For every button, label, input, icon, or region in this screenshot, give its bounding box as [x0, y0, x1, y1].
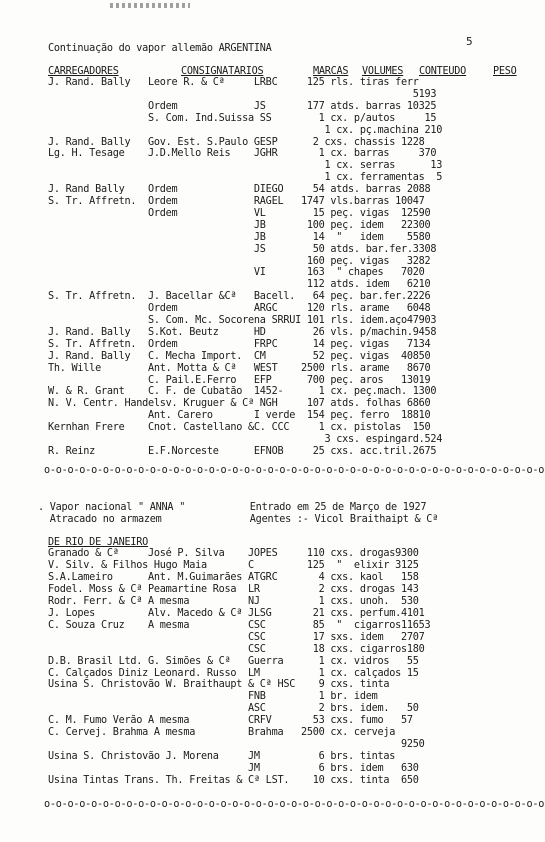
cargo-row: CSC 18 cxs. cigarros180 — [48, 643, 425, 655]
cargo-row: Granado & Cª José P. Silva JOPES 110 cxs. drogas9300 — [48, 548, 419, 559]
cargo-row: J. Lopes Alv. Macedo & Cª JLSG 21 cxs. perfum.4101 — [48, 607, 425, 619]
cargo-row: C. Calçados Diniz Leonard. Russo LM 1 cx. calçados 15 — [48, 667, 419, 679]
cargo-row: Ant. Carero I verde 154 peç. ferro 18810 — [48, 410, 431, 422]
scan-smudge — [110, 3, 190, 8]
cargo-row: Ordem ARGC 120 rls. arame 6048 — [48, 303, 431, 315]
cargo-row: Usina S. Christovão J. Morena JM 6 brs. tintas — [48, 751, 396, 763]
separator-line: o-o-o-o-o-o-o-o-o-o-o-o-o-o-o-o-o-o-o-o-o-o-o-o-o-o-o-o-o-o-o-o-o-o-o-o-o-o-o-o-o-o-o — [44, 465, 545, 476]
cargo-row: Th. Wille Ant. Motta & Cª WEST 2500 rls. arame 8670 — [48, 362, 431, 374]
header-carregadores: CARREGADORES — [48, 66, 119, 77]
cargo-row: C. Pail.E.Ferro EFP 700 peç. aros 13019 — [48, 374, 431, 386]
cargo-row: Ordem VL 15 peç. vigas 12590 — [48, 207, 431, 219]
cargo-row: JB 100 peç. idem 22300 — [48, 219, 431, 231]
cargo-row: S. Tr. Affretn. Ordem RAGEL 1747 vls.barras 10047 — [48, 196, 425, 207]
vessel-agents-line: Atracado no armazem Agentes :- Vicol Braithaipt & Cª — [38, 514, 439, 525]
cargo-row: Usina S. Christovão W. Braithaupt & Cª HSC 9 cxs. tinta — [48, 679, 390, 691]
cargo-row: J. Rand. Bally C. Mecha Import. CM 52 peç. vigas 40850 — [48, 350, 431, 362]
cargo-row: S. Com. Ind.Suissa SS 1 cx. p/autos 15 — [48, 112, 437, 124]
cargo-row: V. Silv. & Filhos Hugo Maia C 125 " elixir 3125 — [48, 559, 419, 571]
cargo-row: 160 peç. vigas 3282 — [48, 255, 431, 267]
cargo-row: Fodel. Moss & Cª Peamartine Rosa LR 2 cxs. drogas 143 — [48, 583, 419, 595]
cargo-row: J. Rand. Bally S.Kot. Beutz HD 26 vls. p/machin.9458 — [48, 326, 437, 338]
header-marcas: MARCAS — [313, 66, 349, 77]
cargo-row: C. M. Fumo Verão A mesma CRFV 53 cxs. fumo 57 — [48, 715, 413, 727]
page-title: Continuação do vapor allemão ARGENTINA — [48, 43, 272, 54]
cargo-row: Ordem JS 177 atds. barras 10325 — [48, 100, 437, 112]
cargo-row: Lg. H. Tesage J.D.Mello Reis JGHR 1 cx. barras 370 — [48, 148, 437, 160]
cargo-row: W. & R. Grant C. F. de Cubatão 1452- 1 cx. peç.mach. 1300 — [48, 386, 437, 398]
cargo-row: Kernhan Frere Cnot. Castellano &C. CCC 1 cx. pistolas 150 — [48, 422, 431, 434]
cargo-row: FNB 1 br. idem — [48, 691, 378, 703]
cargo-row: Usina Tintas Trans. Th. Freitas & Cª LST. 10 cxs. tinta 650 — [48, 775, 419, 787]
header-consignatarios: CONSIGNATARIOS — [181, 66, 264, 77]
cargo-row: J. Rand. Bally Leore R. & Cª LRBC 125 rls. tiras ferr — [48, 77, 419, 88]
cargo-row: J. Rand. Bally Gov. Est. S.Paulo GESP 2 cxs. chassis 1228 — [48, 136, 425, 148]
cargo-row: Rodr. Ferr. & Cª A mesma NJ 1 cxs. unoh. 530 — [48, 595, 419, 607]
cargo-row: S. Tr. Affretn. J. Bacellar &Cª Bacell. 64 peç. bar.fer.2226 — [48, 291, 431, 303]
cargo-row: ASC 2 brs. idem. 50 — [48, 703, 419, 715]
cargo-row: VI 163 " chapes 7020 — [48, 267, 425, 279]
cargo-row: C. Souza Cruz A mesma CSC 85 " cigarros11653 — [48, 619, 431, 631]
header-conteudo: CONTEUDO — [419, 66, 467, 77]
header-peso: PESO — [493, 66, 517, 77]
cargo-row: C. Cervej. Brahma A mesma Brahma 2500 cx. cerveja — [48, 727, 396, 739]
cargo-row: R. Reinz E.F.Norceste EFNOB 25 cxs. acc.tril.2675 — [48, 445, 437, 457]
separator-line-bottom: o-o-o-o-o-o-o-o-o-o-o-o-o-o-o-o-o-o-o-o-o-o-o-o-o-o-o-o-o-o-o-o-o-o-o-o-o-o-o-o-o-o-o — [44, 799, 545, 810]
cargo-row: JB 14 " idem 5580 — [48, 231, 431, 243]
cargo-row: 1 cx. pç.machina 210 — [48, 124, 443, 136]
cargo-row: 1 cx. ferramentas 5 — [48, 172, 443, 184]
port-heading: DE RIO DE JANEIRO — [48, 537, 149, 548]
cargo-row: S.A.Lameiro Ant. M.Guimarães ATGRC 4 cxs. kaol 158 — [48, 571, 419, 583]
vessel-arrival-line: . Vapor nacional " ANNA " Entrado em 25 de Março de 1927 — [38, 502, 427, 513]
cargo-row: N. V. Centr. Handelsv. Kruguer & Cª NGH 107 atds. folhas 6860 — [48, 398, 431, 410]
cargo-row: 3 cxs. espingard.524 — [48, 434, 443, 445]
header-volumes: VOLUMES — [362, 66, 404, 77]
cargo-row: JM 6 brs. idem 630 — [48, 763, 419, 775]
cargo-row: 112 atds. idem 6210 — [48, 279, 431, 291]
page-number: 5 — [466, 35, 473, 48]
cargo-row: 1 cx. serras 13 — [48, 160, 443, 172]
cargo-row: CSC 17 sxs. idem 2707 — [48, 631, 425, 643]
cargo-row: JS 50 atds. bar.fer.3308 — [48, 243, 437, 255]
cargo-row: S. Com. Mc. Socorena SRRUI 101 rls. idem.aço47903 — [48, 315, 437, 326]
cargo-row: J. Rand Bally Ordem DIEGO 54 atds. barras 2088 — [48, 184, 431, 196]
cargo-row: 5193 — [48, 88, 437, 100]
cargo-row: D.B. Brasil Ltd. G. Simões & Cª Guerra 1 cx. vidros 55 — [48, 655, 419, 667]
cargo-row: S. Tr. Affretn. Ordem FRPC 14 peç. vigas 7134 — [48, 338, 431, 350]
cargo-row: 9250 — [48, 739, 425, 751]
